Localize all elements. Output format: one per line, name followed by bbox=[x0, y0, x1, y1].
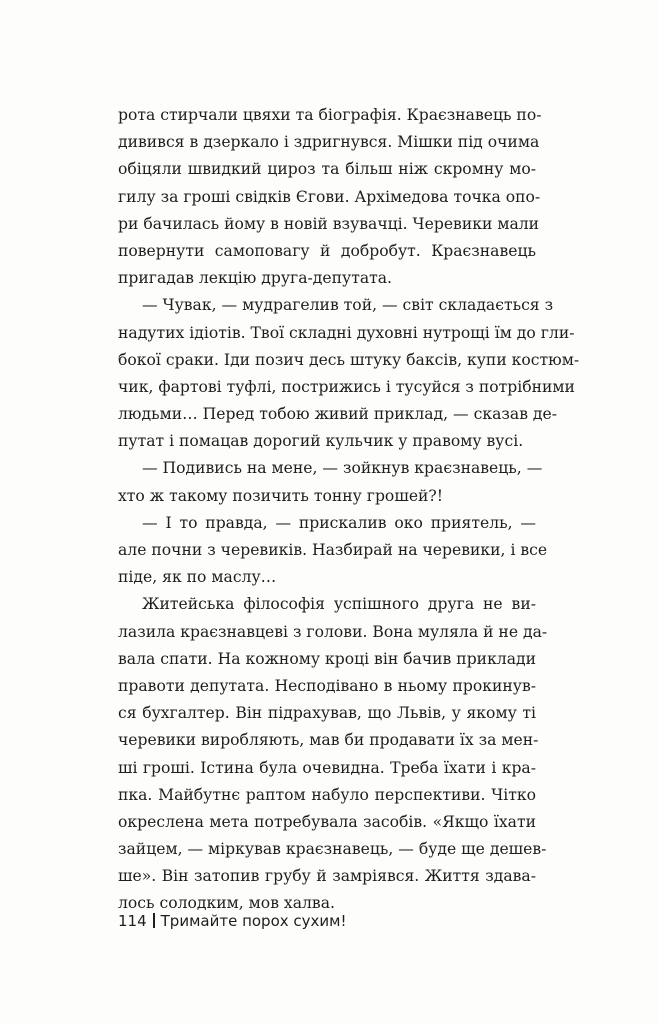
text-line: вала спати. На кожному кроці він бачив приклади bbox=[118, 649, 537, 668]
text-line: бокої сраки. Іди позич десь штуку баксів, купи костюм- bbox=[118, 350, 580, 369]
text-line: правоти депутата. Несподівано в ньому прокинув- bbox=[118, 676, 536, 695]
text-line: надутих ідіотів. Твої складні духовні нутрощі їм до гли- bbox=[118, 323, 575, 342]
text-line: обіцяли швидкий цироз та більш ніж скромну мо- bbox=[118, 160, 536, 179]
text-line: ше». Він затопив грубу й замріявся. Життя здава- bbox=[118, 867, 536, 886]
text-line: черевики виробляють, мав би продавати їх за мен- bbox=[118, 731, 539, 750]
text-line: гилу за гроші свідків Єгови. Архімедова точка опо- bbox=[118, 187, 541, 206]
page-number: 114 bbox=[118, 912, 147, 930]
text-line: лазила краєзнавцеві з голови. Вона муляла й не да- bbox=[118, 622, 548, 641]
text-line: зайцем, — міркував краєзнавець, — буде ще дешев- bbox=[118, 840, 547, 859]
text-line: чик, фартові туфлі, пострижись і тусуйся з потрібними bbox=[118, 377, 575, 396]
book-title: Тримайте порох сухим! bbox=[160, 912, 347, 930]
text-line: — Чувак, — мудрагелив той, — світ складається з bbox=[142, 296, 554, 315]
text-line: ри бачилась йому в новій взувачці. Черевики мали bbox=[118, 214, 540, 233]
text-line: путат і помацав дорогий кульчик у правому вусі. bbox=[118, 432, 524, 451]
text-line: дивився в дзеркало і здригнувся. Мішки під очима bbox=[118, 133, 540, 152]
text-line: але почни з черевиків. Назбирай на черевики, і все bbox=[118, 541, 548, 559]
text-line: окреслена мета потребувала засобів. «Якщо їхати bbox=[118, 812, 536, 831]
text-line: ся бухгалтер. Він підрахував, що Львів, у якому ті bbox=[118, 704, 536, 723]
text-line: піде, як по маслу… bbox=[118, 568, 277, 587]
text-line: хто ж такому позичить тонну грошей?! bbox=[118, 486, 444, 505]
text-line: пригадав лекцію друга-депутата. bbox=[118, 269, 392, 288]
text-line: рота стирчали цвяхи та біографія. Краєзнавець по- bbox=[118, 106, 542, 124]
text-line: повернути самоповагу й добробут. Краєзнавець bbox=[118, 241, 536, 260]
text-line: пка. Майбутнє раптом набуло перспективи. Чітко bbox=[118, 785, 536, 804]
page-footer bbox=[118, 912, 346, 930]
text-line: Житейська філософія успішного друга не ви- bbox=[142, 595, 536, 614]
text-line: ші гроші. Істина була очевидна. Треба їхати і кра- bbox=[118, 758, 536, 777]
text-line: — Подивись на мене, — зойкнув краєзнавець, — bbox=[142, 459, 543, 478]
text-line: — І то правда, — прискалив око приятель, — bbox=[142, 513, 536, 532]
body-text bbox=[118, 102, 580, 918]
footer-separator bbox=[153, 913, 155, 928]
text-line: людьми… Перед тобою живий приклад, — сказав де- bbox=[118, 405, 558, 424]
text-line: лось солодким, мов халва. bbox=[118, 894, 335, 913]
